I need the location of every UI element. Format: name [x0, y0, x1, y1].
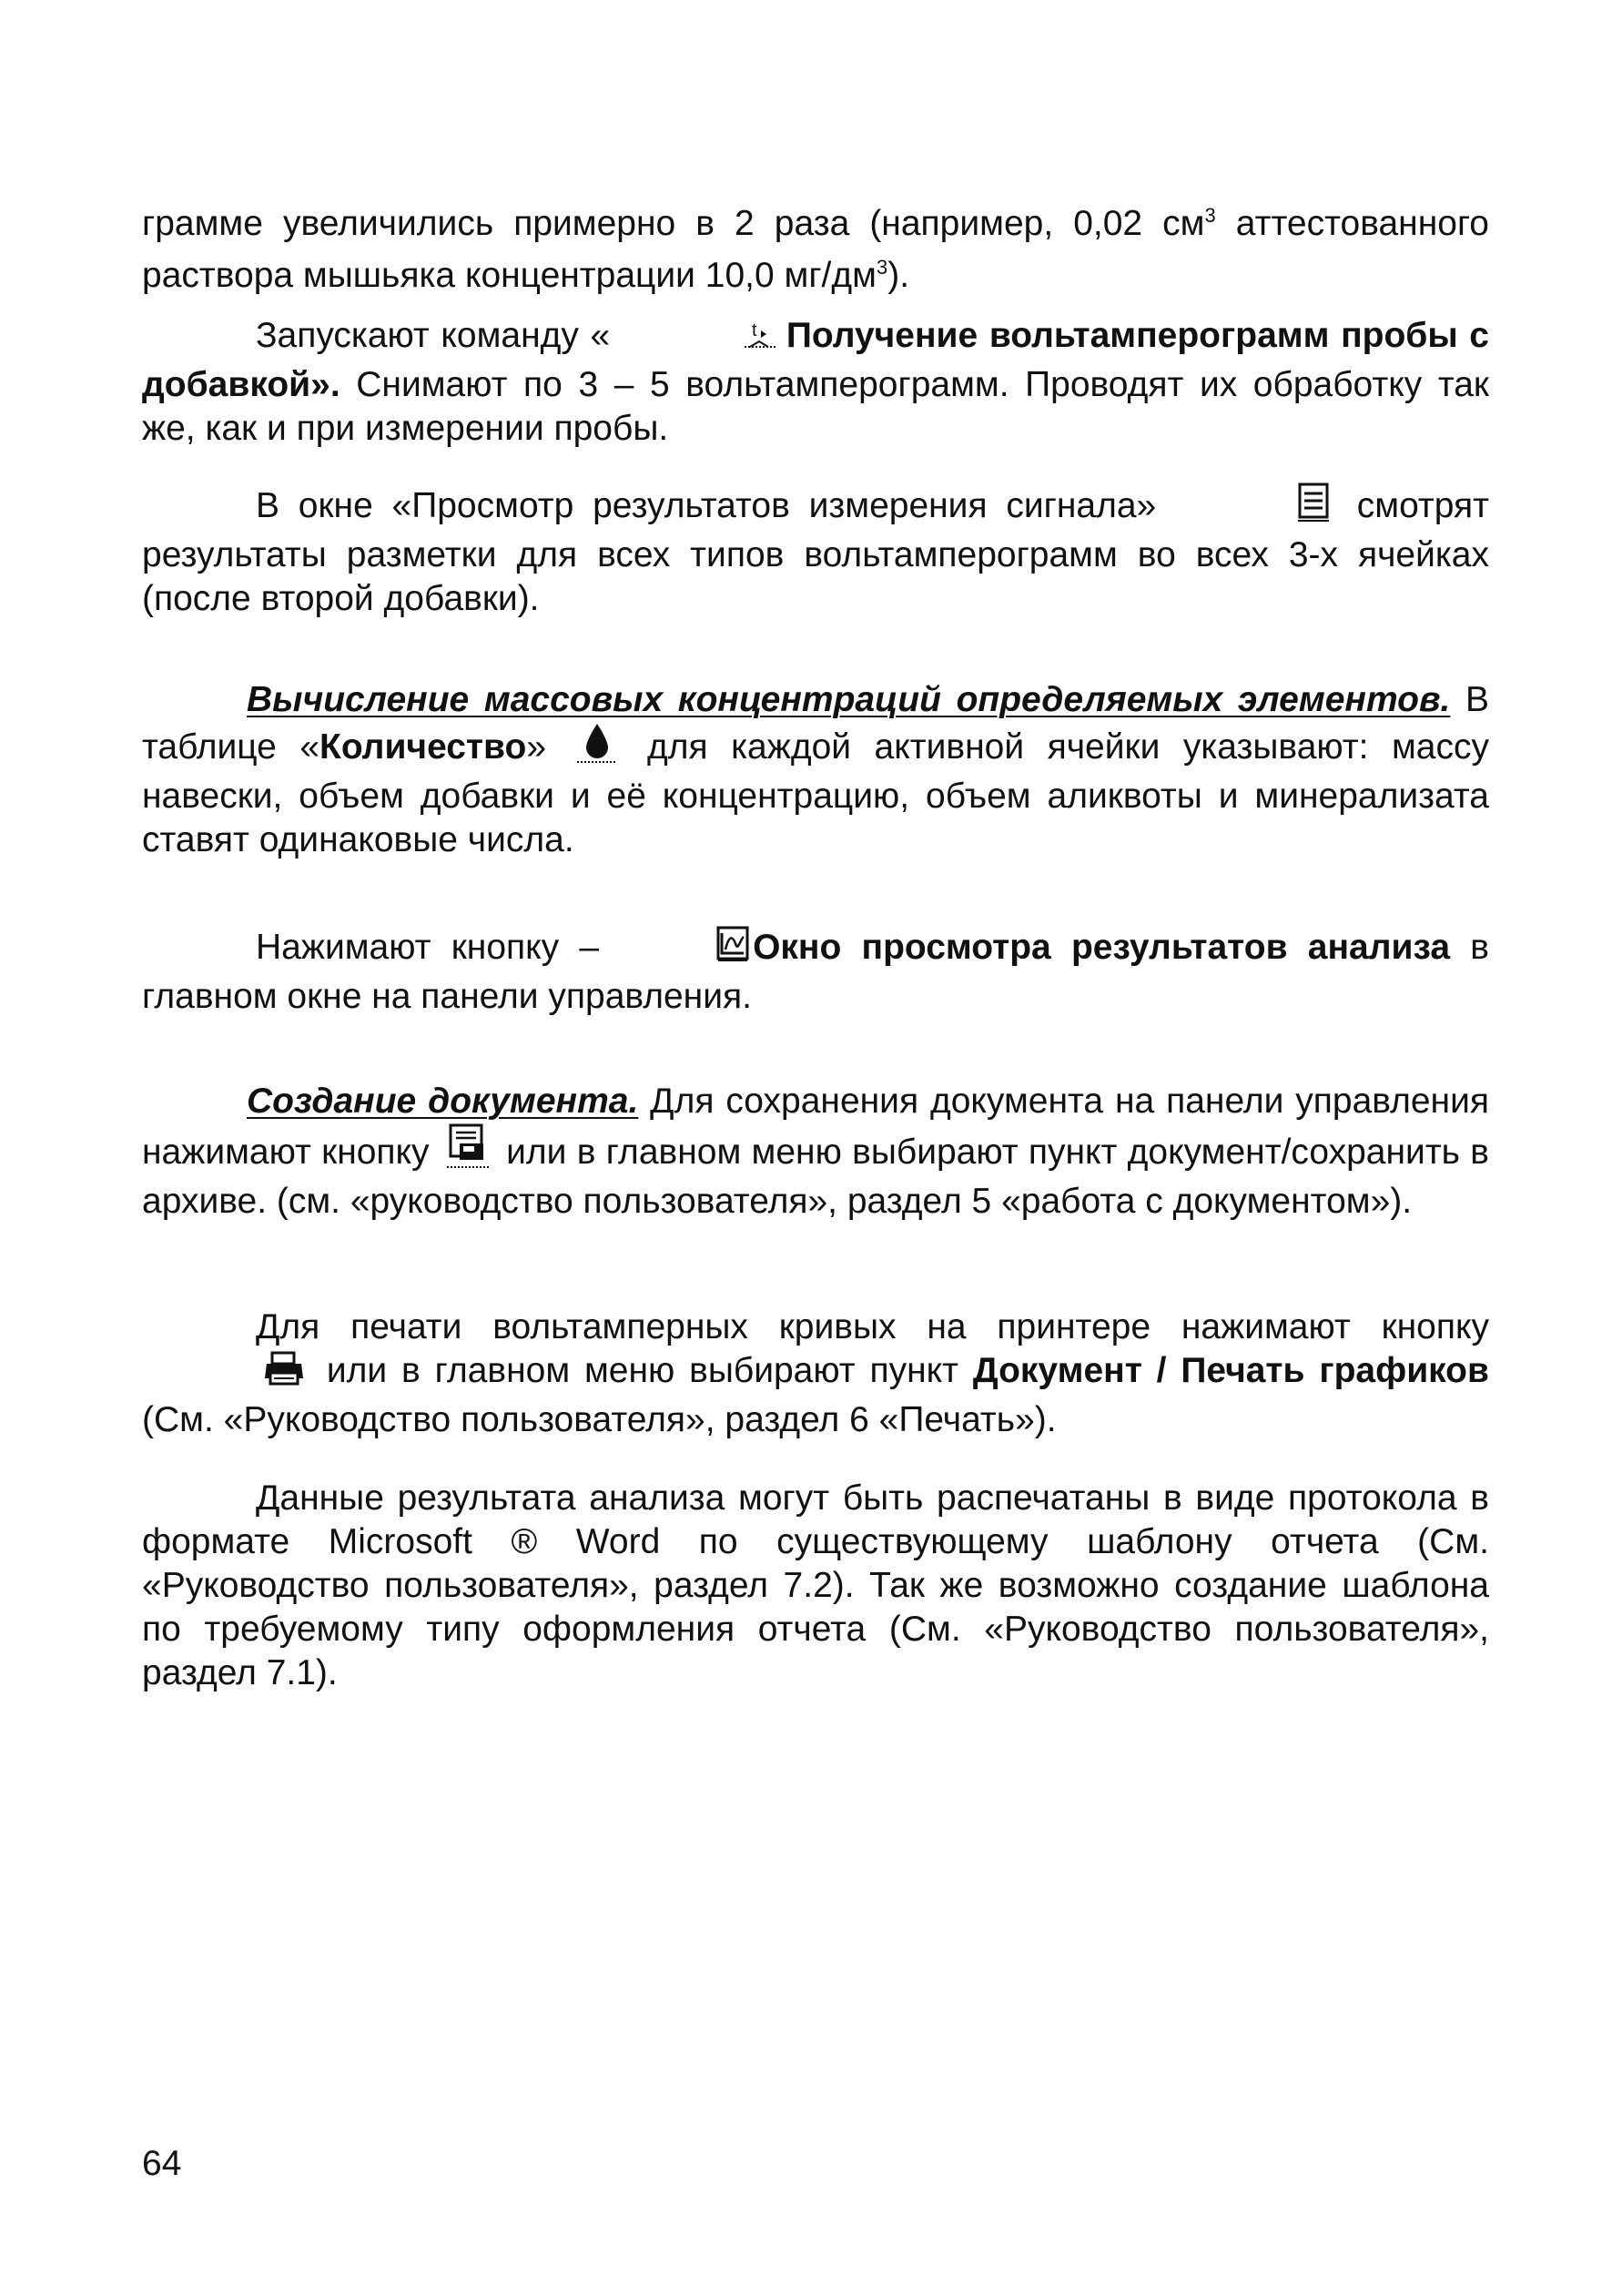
superscript: 3 [876, 256, 888, 279]
text: Снимают по 3 – 5 вольтамперограмм. Проводят их обработку так же, как и при измерении пробы. [142, 365, 1489, 448]
text: смотрят результаты разметки для всех типов вольтамперограмм во всех 3-х ячейках (после второй добавки). [142, 486, 1489, 618]
text: аттестованного раствора мышьяка концентрации 10,0 мг/дм [142, 204, 1489, 295]
page-number: 64 [142, 2144, 182, 2183]
text: В окне «Просмотр результатов измерения сигнала» [256, 486, 1175, 525]
svg-text:t: t [751, 320, 757, 340]
paragraph-5 [142, 926, 1489, 1019]
superscript: 3 [1204, 204, 1216, 227]
paragraph-4 [142, 678, 1489, 862]
paragraph-8 [142, 1477, 1489, 1695]
text: Нажимают кнопку – [256, 928, 600, 967]
text: (См. «Руководство пользователя», раздел 6 «Печать»). [142, 1400, 1057, 1439]
button-name: Окно просмотра результатов анализа [753, 928, 1451, 967]
save-document-icon [447, 1123, 489, 1180]
analysis-results-window-icon [603, 926, 749, 975]
view-signal-results-icon [1182, 483, 1331, 533]
table-name: Количество [319, 727, 527, 767]
section-heading: Создание документа. [247, 1082, 639, 1121]
text: в главном окне на панели управления. [142, 928, 1489, 1016]
text: Запускают команду « [256, 316, 622, 355]
text: » [526, 727, 570, 767]
paragraph-6 [142, 1080, 1489, 1224]
printer-icon [149, 1351, 305, 1398]
text: или в главном меню выбирают пункт [312, 1351, 973, 1390]
text: Данные результата анализа могут быть распечатаны в виде протокола в формате Microsoft ® Word по существующему шаблону отчета (См. «Руководство пользователя», раздел 7.2). Так же возможно создание шаблона по требуемому типу оформления отчета (См. «Руководство пользователя», раздел 7.1). [142, 1478, 1489, 1692]
paragraph-1 [142, 194, 1489, 298]
quantity-drop-icon [577, 722, 617, 775]
text: ). [887, 256, 910, 295]
command-name: Получение вольтамперограмм пробы с добавкой». [142, 316, 1489, 404]
paragraph-3 [142, 483, 1489, 621]
paragraph-7 [142, 1305, 1489, 1442]
text: для каждой активной ячейки указывают: массу навески, объем добавки и её концентрацию, объем аликвоты и минерализата ставят одинаковые числа. [142, 727, 1489, 859]
text: В таблице « [142, 680, 1490, 767]
menu-item-name: Документ / Печать графиков [972, 1351, 1489, 1390]
text: Для сохранения документа на панели управления нажимают кнопку [142, 1082, 1489, 1172]
section-heading: Вычисление массовых концентраций определяемых элементов. [247, 680, 1451, 719]
run-voltammogram-icon [629, 318, 779, 363]
text: грамме увеличились примерно в 2 раза (например, 0,02 см [142, 204, 1205, 243]
paragraph-2 [142, 314, 1489, 451]
text: Для печати вольтамперных кривых на принтере нажимают кнопку [256, 1307, 1489, 1346]
text: или в главном меню выбирают пункт документ/сохранить в архиве. (см. «руководство пользователя», раздел 5 «работа с документом»). [142, 1133, 1489, 1221]
